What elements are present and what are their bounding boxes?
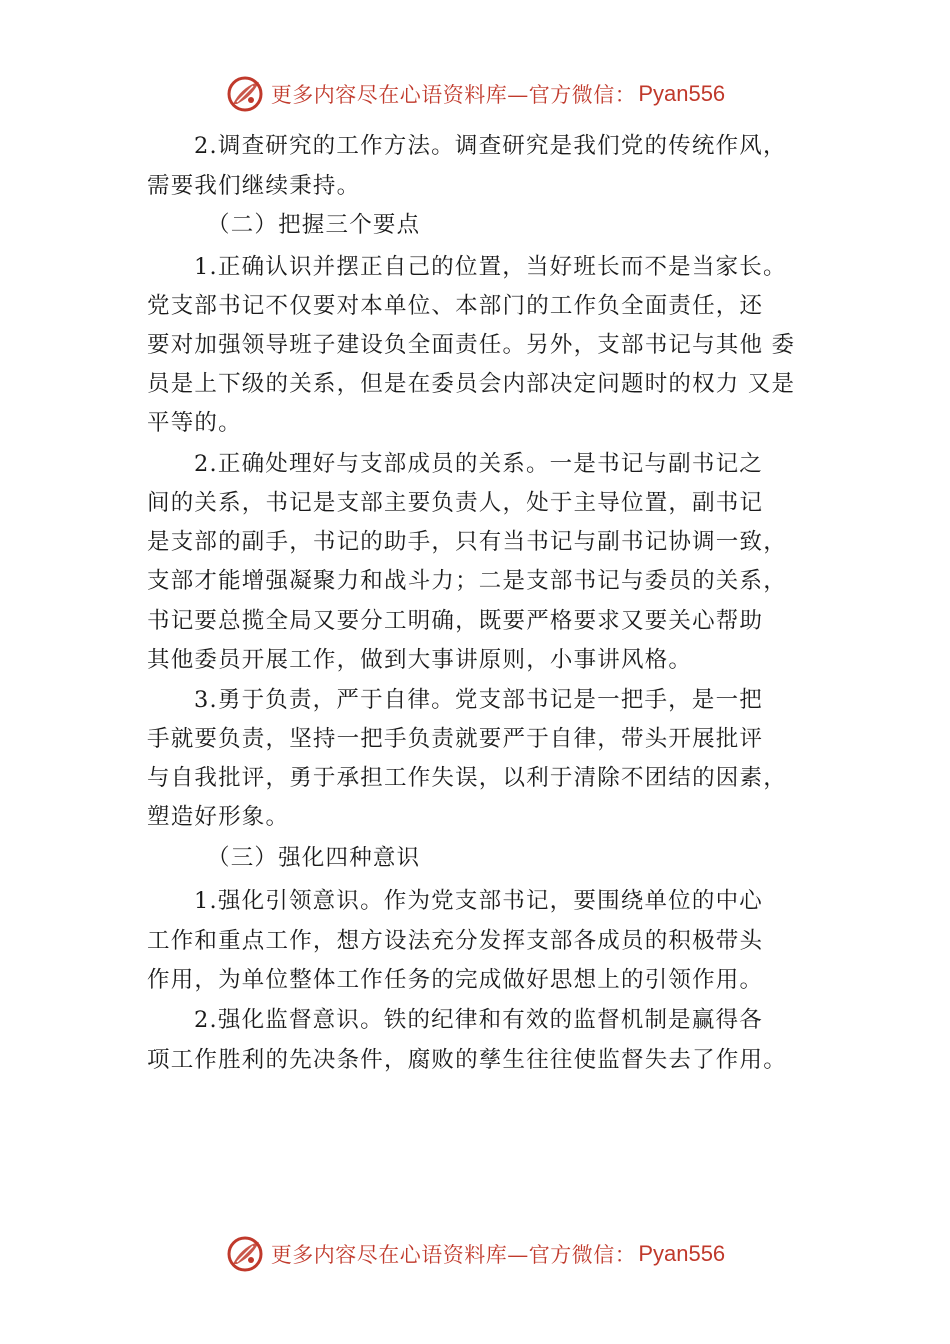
paragraph-line: 员是上下级的关系，但是在委员会内部决定问题时的权力 又是: [147, 371, 796, 397]
paragraph-line: 平等的。: [147, 410, 242, 436]
paragraph-line: 1.强化引领意识。作为党支部书记，要围绕单位的中心: [194, 888, 763, 914]
paragraph-line: 其他委员开展工作，做到大事讲原则，小事讲风格。: [147, 647, 693, 673]
paragraph-line: 塑造好形象。: [147, 804, 290, 830]
section-heading: （二）把握三个要点: [207, 212, 421, 238]
paragraph-line: 1.正确认识并摆正自己的位置，当好班长而不是当家长。: [194, 254, 787, 280]
watermark-wechat-id: Pyan556: [638, 1241, 726, 1266]
leaf-seal-icon: [225, 1234, 265, 1274]
leaf-seal-icon: [225, 74, 265, 114]
paragraph-line: 作用，为单位整体工作任务的完成做好思想上的引领作用。: [147, 967, 764, 993]
footer-watermark: [0, 1232, 950, 1276]
paragraph-line: 3.勇于负责，严于自律。党支部书记是一把手，是一把: [194, 687, 763, 713]
paragraph-line: 党支部书记不仅要对本单位、本部门的工作负全面责任，还: [147, 293, 764, 319]
paragraph-line: 与自我批评，勇于承担工作失误，以利于清除不团结的因素，: [147, 765, 787, 791]
paragraph-line: 2.调查研究的工作方法。调查研究是我们党的传统作风，: [194, 133, 787, 159]
paragraph-line: 间的关系，书记是支部主要负责人，处于主导位置，副书记: [147, 490, 764, 516]
watermark-text: 更多内容尽在心语资料库—官方微信：: [270, 83, 637, 107]
section-heading: （三）强化四种意识: [207, 845, 421, 871]
paragraph-line: 手就要负责，坚持一把手负责就要严于自律，带头开展批评: [147, 726, 764, 752]
paragraph-line: 书记要总揽全局又要分工明确，既要严格要求又要关心帮助: [147, 608, 764, 634]
header-watermark: [0, 72, 950, 116]
watermark-text: 更多内容尽在心语资料库—官方微信：: [270, 1243, 637, 1267]
paragraph-line: 要对加强领导班子建设负全面责任。另外，支部书记与其他 委: [147, 332, 796, 358]
paragraph-line: 支部才能增强凝聚力和战斗力；二是支部书记与委员的关系，: [147, 568, 787, 594]
paragraph-line: 项工作胜利的先决条件，腐败的孳生往往使监督失去了作用。: [147, 1047, 787, 1073]
paragraph-line: 2.正确处理好与支部成员的关系。一是书记与副书记之: [194, 451, 763, 477]
paragraph-line: 2.强化监督意识。铁的纪律和有效的监督机制是赢得各: [194, 1007, 763, 1033]
paragraph-line: 工作和重点工作，想方设法充分发挥支部各成员的积极带头: [147, 928, 764, 954]
watermark-wechat-id: Pyan556: [638, 81, 726, 106]
paragraph-line: 是支部的副手，书记的助手，只有当书记与副书记协调一致，: [147, 529, 787, 555]
paragraph-line: 需要我们继续秉持。: [147, 173, 361, 199]
